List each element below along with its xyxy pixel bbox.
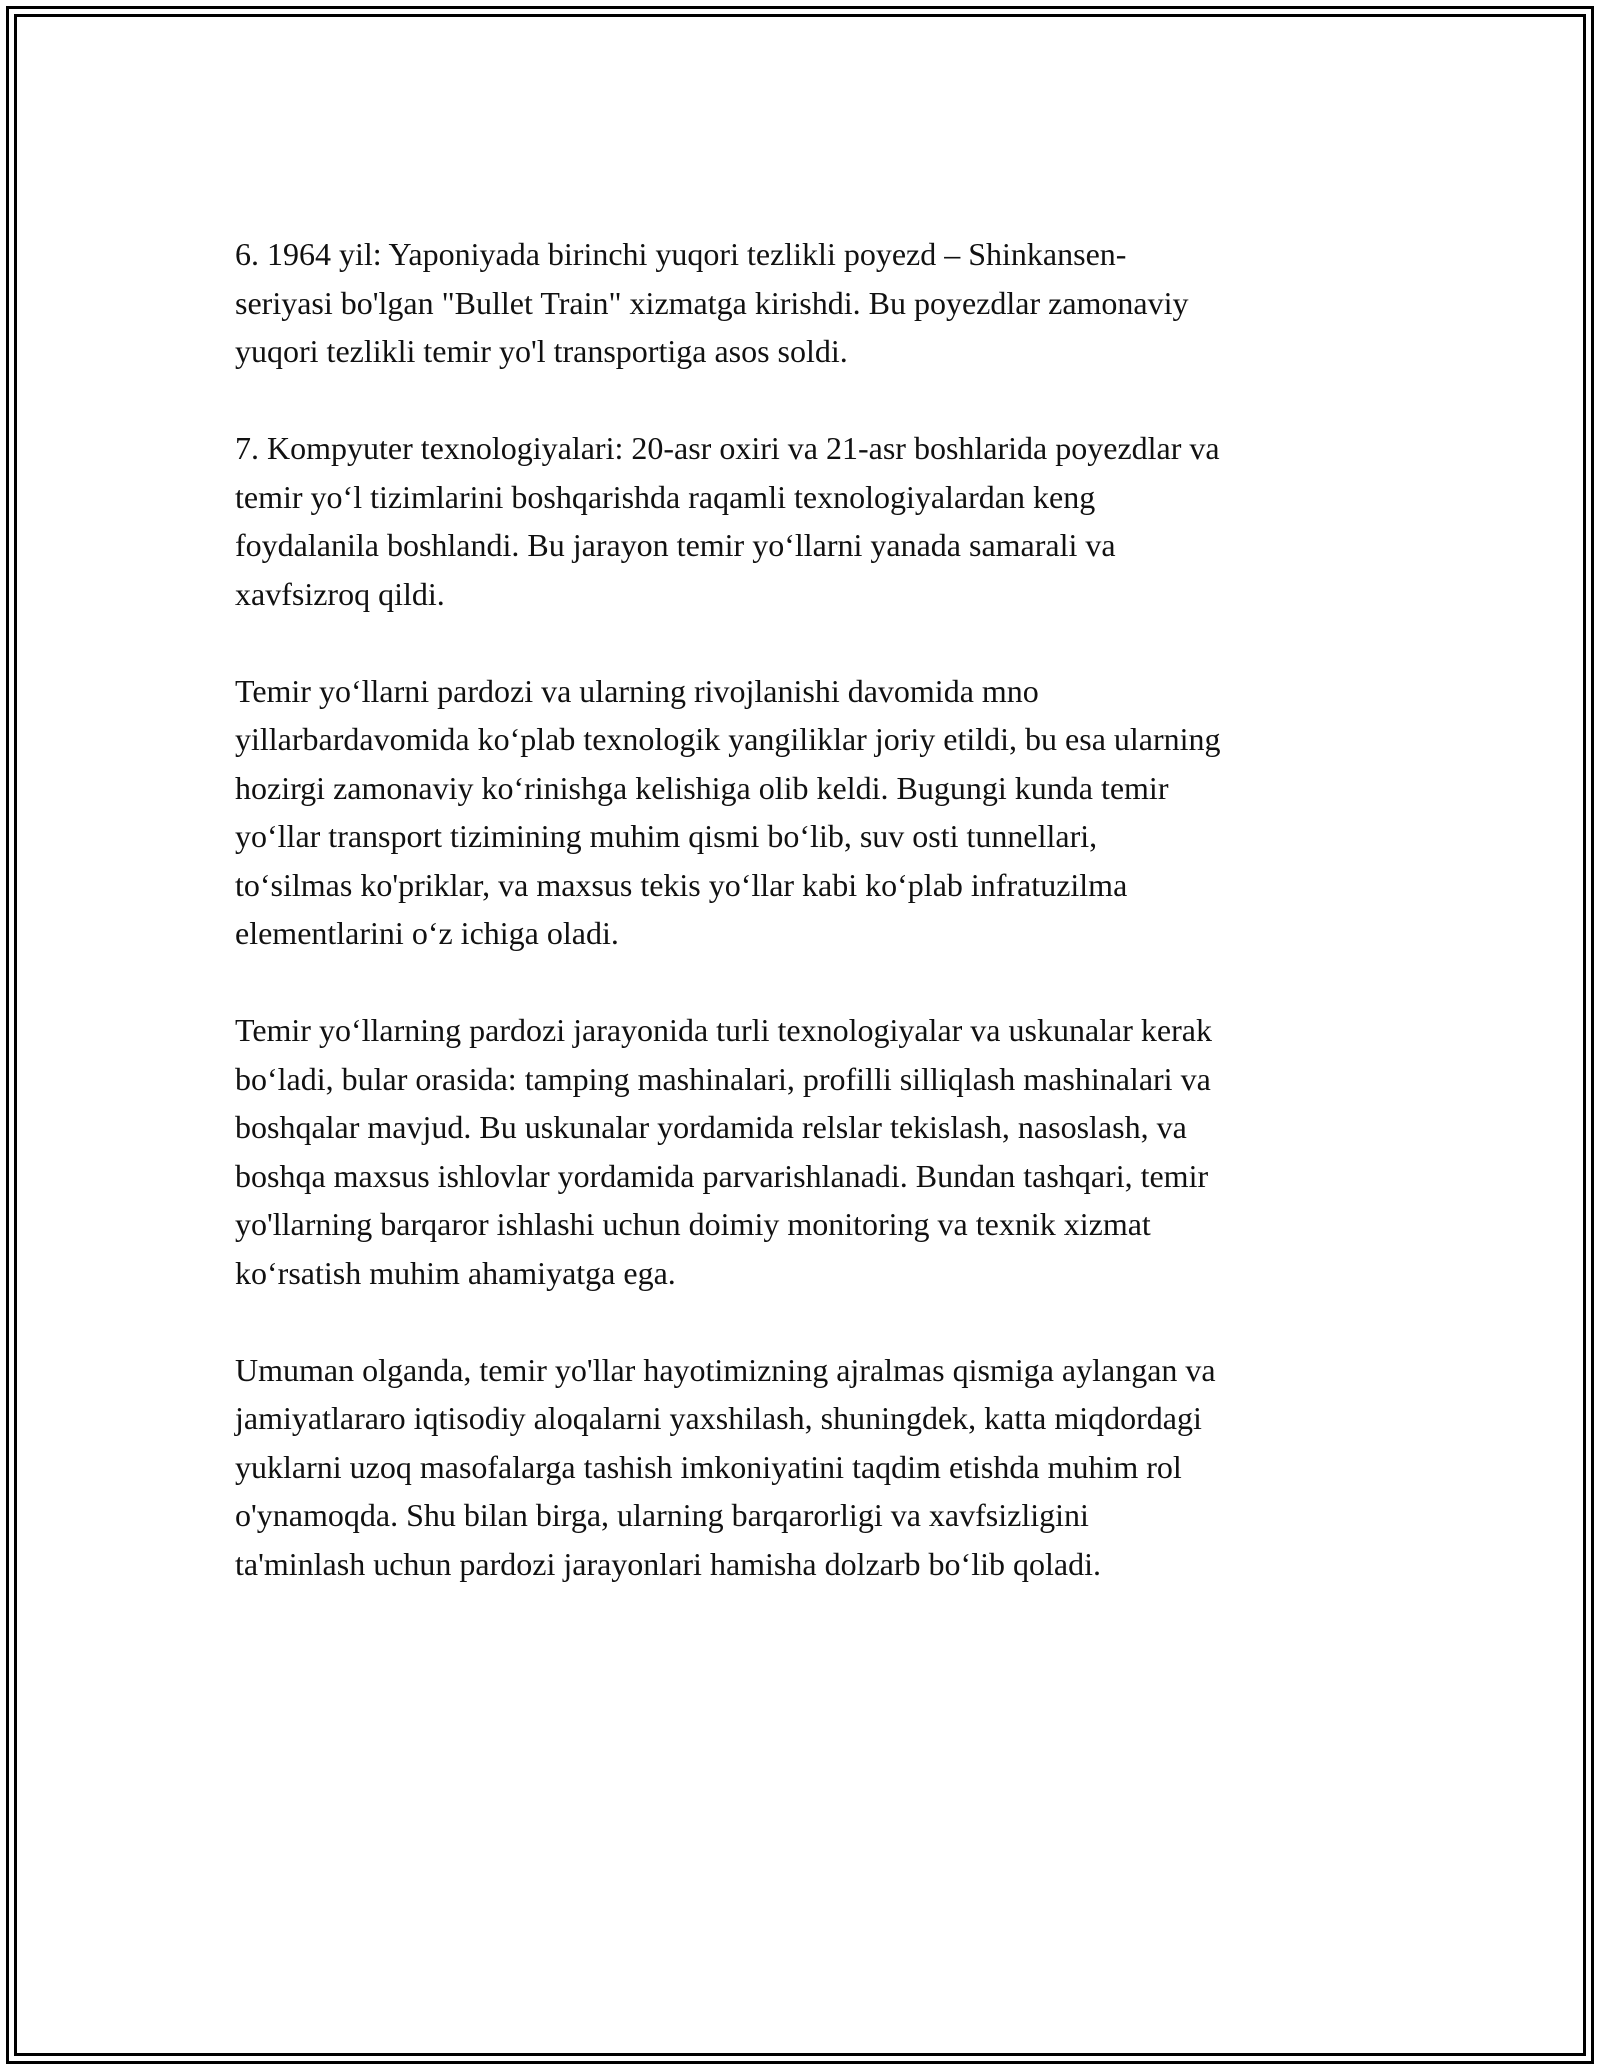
paragraph-conclusion: Umuman olganda, temir yo'llar hayotimizning ajralmas qismiga aylangan va jamiyatlararo iqtisodiy aloqalarni yaxshilash, shuningdek, katta miqdordagi yuklarni uzoq masofalarga tashish imkoniyatini taqdim etishda muhim rol o'ynamoqda. Shu bilan birga, ularning barqarorligi va xavfsizligini ta'minlash uchun pardozi jarayonlari hamisha dolzarb bo‘lib qoladi. <box>235 1351 1216 1582</box>
document-body <box>235 230 1380 1637</box>
paragraph-computer-technologies: 7. Kompyuter texnologiyalari: 20-asr oxiri va 21-asr boshlarida poyezdlar va temir yo‘l tizimlarini boshqarishda raqamli texnologiyalardan keng foydalanila boshlandi. Bu jarayon temir yo‘llarni yanada samarali va xavfsizroq qildi. <box>235 430 1220 612</box>
paragraph-1964-bullet-train: 6. 1964 yil: Yaponiyada birinchi yuqori tezlikli poyezd – Shinkansen- seriyasi bo'lgan "Bullet Train" xizmatga kirishdi. Bu poyezdlar zamonaviy yuqori tezlikli temir yo'l transportiga asos soldi. <box>235 236 1189 369</box>
paragraph-railway-development: Temir yo‘llarni pardozi va ularning rivojlanishi davomida mno yillarbardavomida ko‘plab texnologik yangiliklar joriy etildi, bu esa ularning hozirgi zamonaviy ko‘rinishga kelishiga olib keldi. Bugungi kunda temir yo‘llar transport tizimining muhim qismi bo‘lib, suv osti tunnellari, to‘silmas ko'priklar, va maxsus tekis yo‘llar kabi ko‘plab infratuzilma elementlarini o‘z ichiga oladi. <box>235 672 1221 951</box>
paragraph-maintenance-equipment: Temir yo‘llarning pardozi jarayonida turli texnologiyalar va uskunalar kerak bo‘ladi, bular orasida: tamping mashinalari, profilli silliqlash mashinalari va boshqalar mavjud. Bu uskunalar yordamida relslar tekislash, nasoslash, va boshqa maxsus ishlovlar yordamida parvarishlanadi. Bundan tashqari, temir yo'llarning barqaror ishlashi uchun doimiy monitoring va texnik xizmat ko‘rsatish muhim ahamiyatga ega. <box>235 1012 1212 1291</box>
